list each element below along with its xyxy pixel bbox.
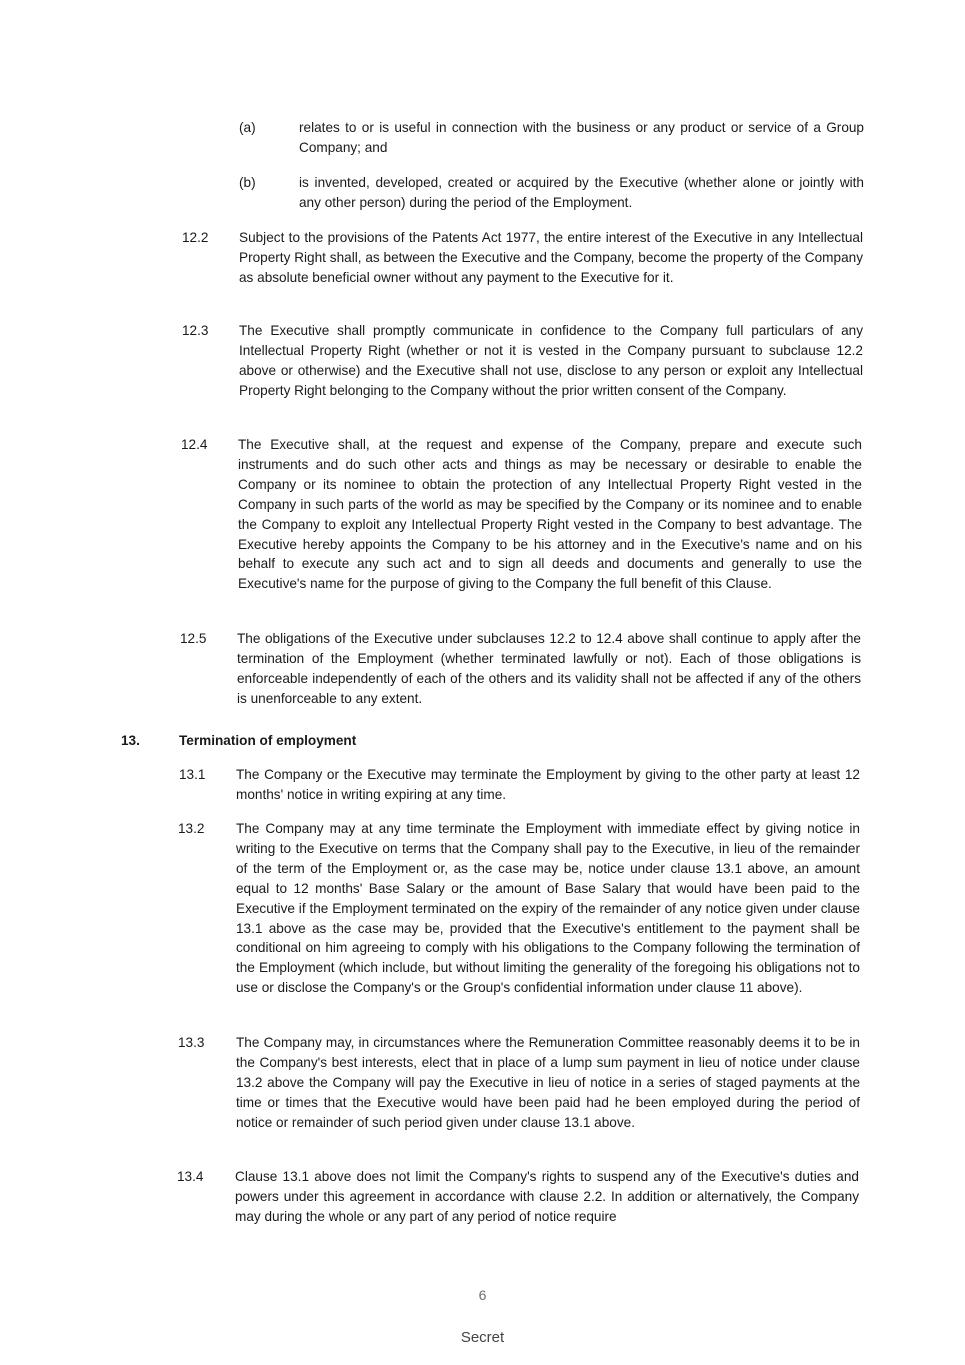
list-item-text: relates to or is useful in connection with the business or any product or service of a Group Company; and bbox=[299, 120, 864, 155]
subclause-text: Subject to the provisions of the Patents Act 1977, the entire interest of the Executive in any Intellectual Property Right shall, as between the Executive and the Company, become the property of the Company as absolute beneficial owner without any payment to the Executive for it. bbox=[239, 230, 863, 285]
subclause-number: 13.3 bbox=[178, 1035, 205, 1050]
subclause-text: The Executive shall promptly communicate in confidence to the Company full particulars of any Intellectual Property Right (whether or not it is vested in the Company pursuant to subclause 12.2 above or otherwise) and the Executive shall not use, disclose to any person or exploit any Intellectual Property Right belonging to the Company without the prior written consent of the Company. bbox=[239, 323, 863, 398]
subclause-text: Clause 13.1 above does not limit the Company's rights to suspend any of the Executive's duties and powers under this agreement in accordance with clause 2.2. In addition or alternatively, the Company may during the whole or any part of any period of notice require bbox=[235, 1169, 859, 1224]
subclause-number: 12.2 bbox=[182, 230, 209, 245]
clause-number: 13. bbox=[121, 733, 140, 748]
subclause-number: 13.1 bbox=[179, 767, 206, 782]
subclause-number: 12.4 bbox=[181, 437, 208, 452]
subclause-text: The Company or the Executive may terminate the Employment by giving to the other party at least 12 months' notice in writing expiring at any time. bbox=[236, 767, 860, 802]
subclause-number: 13.2 bbox=[178, 821, 205, 836]
subclause-text: The obligations of the Executive under subclauses 12.2 to 12.4 above shall continue to apply after the termination of the Employment (whether terminated lawfully or not). Each of those obligations is enforceable independently of each of the others and its validity shall not be affected if any of the others is unenforceable to any extent. bbox=[237, 631, 861, 706]
subclause-number: 13.4 bbox=[177, 1169, 204, 1184]
list-item-text: is invented, developed, created or acquired by the Executive (whether alone or jointly with any other person) during the period of the Employment. bbox=[299, 175, 864, 210]
list-item-label: (a) bbox=[239, 120, 256, 135]
subclause-number: 12.5 bbox=[180, 631, 207, 646]
subclause-number: 12.3 bbox=[182, 323, 209, 338]
page-number: 6 bbox=[478, 1287, 487, 1303]
subclause-text: The Company may, in circumstances where the Remuneration Committee reasonably deems it to be in the Company's best interests, elect that in place of a lump sum payment in lieu of notice under clause 13.2 above the Company will pay the Executive in lieu of notice in a series of staged payments at the time or times that the Executive would have been paid had he been employed during the period of notice or remainder of such period given under clause 13.1 above. bbox=[236, 1035, 860, 1130]
list-item-label: (b) bbox=[239, 175, 256, 190]
subclause-text: The Company may at any time terminate the Employment with immediate effect by giving notice in writing to the Executive on terms that the Company shall pay to the Executive, in lieu of the remainder of the term of the Employment or, as the case may be, notice under clause 13.1 above, an amount equal to 12 months' Base Salary or the amount of Base Salary that would have been paid to the Executive if the Employment terminated on the expiry of the remainder of any notice given under clause 13.1 above as the case may be, provided that the Executive's entitlement to the payment shall be conditional on him agreeing to comply with his obligations to the Company following the termination of the Employment (which include, but without limiting the generality of the foregoing his obligations not to use or disclose the Company's or the Group's confidential information under clause 11 above). bbox=[236, 821, 860, 996]
document-classification: Secret bbox=[460, 1329, 505, 1346]
subclause-text: The Executive shall, at the request and expense of the Company, prepare and execute such instruments and do such other acts and things as may be necessary or desirable to enable the Company or its nominee to obtain the protection of any Intellectual Property Right vested in the Company in such parts of the world as may be specified by the Company or its nominee and to enable the Company to exploit any Intellectual Property Right vested in the Company to best advantage. The Executive hereby appoints the Company to be his attorney and in the Executive's name and on his behalf to execute any such act and to sign all deeds and documents and generally to use the Executive's name for the purpose of giving to the Company the full benefit of this Clause. bbox=[238, 437, 862, 592]
clause-title: Termination of employment bbox=[179, 733, 357, 748]
